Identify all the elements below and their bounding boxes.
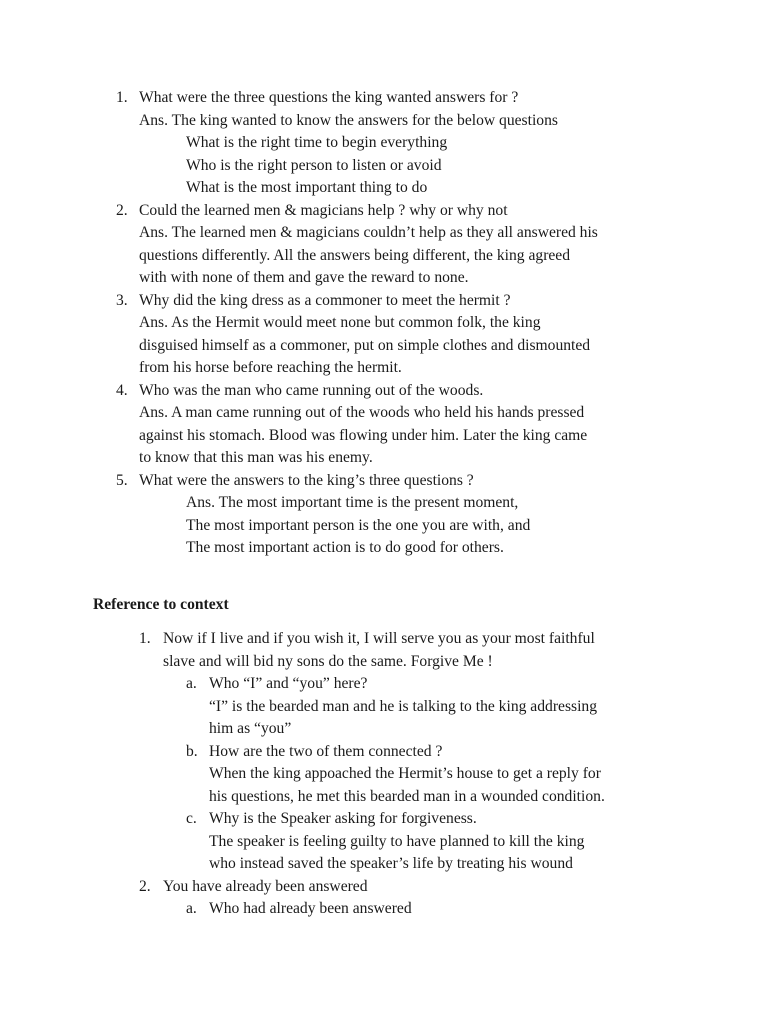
- subitem-answer: When the king appoached the Hermit’s house to get a reply for: [209, 765, 601, 782]
- section-heading: Reference to context: [93, 596, 229, 613]
- subitem-question: Who had already been answered: [209, 900, 412, 917]
- answer-line: against his stomach. Blood was flowing under him. Later the king came: [139, 426, 588, 444]
- quote-line: slave and will bid ny sons do the same. Forgive Me !: [163, 652, 493, 670]
- indented-line: What is the right time to begin everything: [186, 134, 448, 151]
- answer-line: to know that this man was his enemy.: [139, 449, 373, 466]
- quote-line: Now if I live and if you wish it, I will serve you as your most faithful: [163, 630, 595, 647]
- reference-number: 1.: [139, 630, 151, 647]
- subitem-answer: The speaker is feeling guilty to have planned to kill the king: [209, 832, 585, 850]
- reference-number: 2.: [139, 877, 151, 895]
- subitem-answer: his questions, he met this bearded man in a wounded condition.: [209, 787, 605, 805]
- subitem-letter: b.: [186, 742, 198, 760]
- answer-line: Ans. A man came running out of the woods who held his hands pressed: [139, 404, 585, 421]
- question-text: Why did the king dress as a commoner to meet the hermit ?: [139, 291, 511, 309]
- indented-line: Who is the right person to listen or avoid: [186, 156, 442, 174]
- answer-line: Ans. The learned men & magicians couldn’t help as they all answered his: [139, 224, 598, 241]
- question-text: What were the answers to the king’s three questions ?: [139, 471, 474, 489]
- question-text: Who was the man who came running out of the woods.: [139, 381, 484, 399]
- subitem-question: How are the two of them connected ?: [209, 742, 443, 760]
- subitem-answer: him as “you”: [209, 720, 292, 737]
- answer-line: from his horse before reaching the hermit.: [139, 359, 402, 376]
- answer-line: Ans. As the Hermit would meet none but common folk, the king: [139, 314, 541, 331]
- question-number: 4.: [116, 381, 128, 399]
- subitem-question: Why is the Speaker asking for forgiveness.: [209, 810, 477, 827]
- question-number: 1.: [116, 89, 128, 106]
- question-number: 2.: [116, 201, 128, 219]
- subitem-letter: a.: [186, 675, 197, 692]
- question-text: Could the learned men & magicians help ? why or why not: [139, 201, 508, 219]
- subitem-answer: who instead saved the speaker’s life by treating his wound: [209, 855, 573, 872]
- indented-line: The most important action is to do good for others.: [186, 539, 504, 556]
- answer-line: with with none of them and gave the reward to none.: [139, 269, 469, 286]
- answer-line: questions differently. All the answers being different, the king agreed: [139, 246, 571, 264]
- question-number: 5.: [116, 471, 128, 489]
- question-number: 3.: [116, 291, 128, 309]
- answer-line: Ans. The king wanted to know the answers for the below questions: [139, 111, 558, 129]
- subitem-letter: c.: [186, 810, 197, 827]
- subitem-letter: a.: [186, 900, 197, 917]
- subitem-question: Who “I” and “you” here?: [209, 675, 368, 692]
- subitem-answer: “I” is the bearded man and he is talking to the king addressing: [209, 697, 598, 715]
- quote-line: You have already been answered: [163, 877, 368, 895]
- answer-line: disguised himself as a commoner, put on simple clothes and dismounted: [139, 336, 591, 354]
- indented-line: Ans. The most important time is the present moment,: [186, 494, 519, 511]
- indented-line: What is the most important thing to do: [186, 179, 428, 196]
- question-text: What were the three questions the king wanted answers for ?: [139, 89, 519, 106]
- indented-line: The most important person is the one you are with, and: [186, 516, 531, 534]
